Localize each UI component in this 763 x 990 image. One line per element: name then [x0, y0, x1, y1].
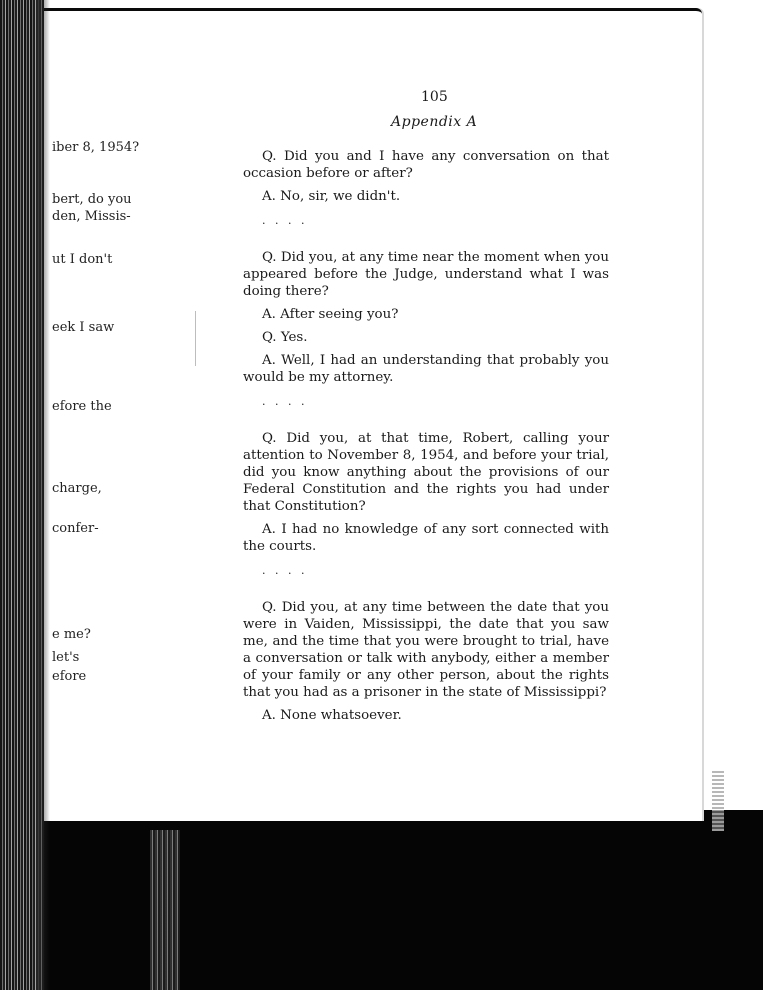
margin-fragment: efore: [52, 669, 87, 684]
margin-fragment: confer-: [52, 521, 99, 536]
margin-fragment: charge,: [52, 481, 102, 496]
scan-streak: [150, 830, 180, 990]
omission-marker: . . . .: [262, 214, 308, 227]
answer: A. No, sir, we didn't.: [262, 189, 401, 204]
scan-background: [0, 810, 763, 990]
spine-shadow: [36, 0, 50, 990]
answer: A. Well, I had an understanding that probably you would be my attorney.: [243, 353, 609, 385]
answer: A. None whatsoever.: [262, 708, 402, 723]
answer: A. I had no knowledge of any sort connected with the courts.: [243, 522, 609, 554]
question: Q. Did you, at that time, Robert, calling your attention to November 8, 1954, and before your trial, did you know anything about the provisions of our Federal Constitution and the rights you had under that Constitution?: [243, 431, 609, 514]
question: Q. Did you and I have any conversation on that occasion before or after?: [243, 149, 609, 181]
page-edge: [712, 771, 724, 831]
margin-fragment: den, Missis-: [52, 209, 131, 224]
margin-fragment: ut I don't: [52, 252, 113, 267]
margin-fragment: efore the: [52, 399, 112, 414]
question: Q. Did you, at any time between the date that you were in Vaiden, Mississippi, the date that you saw me, and the time that you were brought to trial, have a conversation or talk with anybody, either a member of your family or any other person, about the rights that you had as a prisoner in the state of Mississippi?: [243, 600, 609, 700]
question: Q. Did you, at any time near the moment when you appeared before the Judge, understand what I was doing there?: [243, 250, 609, 299]
omission-marker: . . . .: [262, 395, 308, 408]
omission-marker: . . . .: [262, 564, 308, 577]
margin-fragment: let's: [52, 650, 80, 665]
margin-fragment: bert, do you: [52, 192, 132, 207]
page-number: 105: [421, 89, 448, 105]
page-crease: [195, 311, 196, 366]
running-header: Appendix A: [391, 114, 478, 130]
question: Q. Yes.: [262, 330, 308, 345]
margin-fragment: eek I saw: [52, 320, 115, 335]
margin-fragment: iber 8, 1954?: [52, 140, 140, 155]
transcript-body: [243, 148, 609, 724]
answer: A. After seeing you?: [262, 307, 399, 322]
margin-fragment: e me?: [52, 627, 91, 642]
